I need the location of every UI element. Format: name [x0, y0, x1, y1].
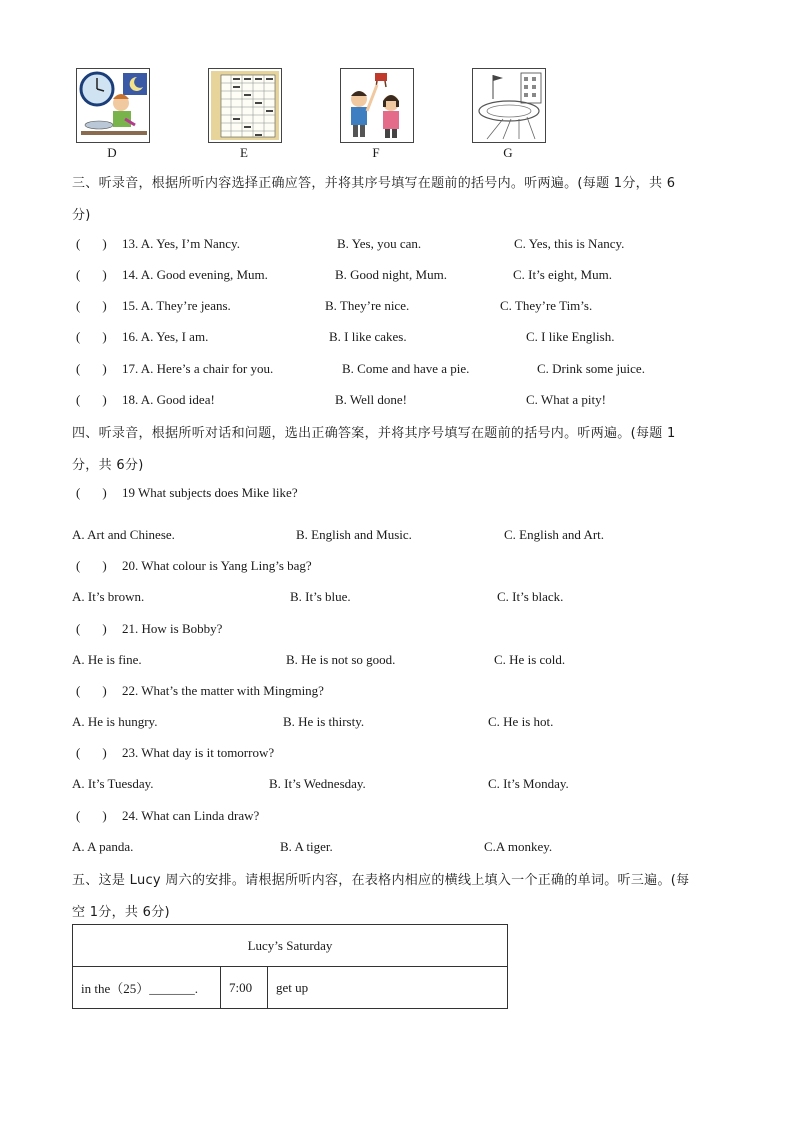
q21-option-a: A. He is fine. — [72, 652, 142, 667]
answer-bracket[interactable]: ( ) — [76, 485, 107, 500]
picture-d — [76, 68, 150, 143]
answer-bracket[interactable]: ( ) — [76, 298, 107, 313]
section3-heading: 三、听录音，根据所听内容选择正确应答，并将其序号填写在题前的括号内。听两遍。(每题 1分，共 6 — [72, 176, 676, 191]
playground-icon — [473, 69, 545, 142]
answer-bracket[interactable]: ( ) — [76, 392, 107, 407]
q13-option-b: B. Yes, you can. — [337, 236, 422, 251]
picture-label: E — [240, 145, 248, 160]
q22-option-a: A. He is hungry. — [72, 714, 158, 729]
q23-option-b: B. It’s Wednesday. — [269, 776, 366, 791]
section5-heading-cont: 空 1分，共 6分) — [72, 905, 170, 920]
q21-option-c: C. He is cold. — [494, 652, 566, 667]
q24-option-c: C.A monkey. — [484, 839, 553, 854]
answer-bracket[interactable]: ( ) — [76, 329, 107, 344]
q19-option-c: C. English and Art. — [504, 527, 605, 542]
q13-option-c: C. Yes, this is Nancy. — [514, 236, 625, 251]
q17-option-c: C. Drink some juice. — [537, 361, 645, 376]
q17-option-a: 17. A. Here’s a chair for you. — [122, 361, 274, 376]
q14-option-a: 14. A. Good evening, Mum. — [122, 267, 268, 282]
q24-question: 24. What can Linda draw? — [122, 808, 260, 823]
q15-option-a: 15. A. They’re jeans. — [122, 298, 231, 313]
clock-boy-eating-icon — [77, 69, 149, 142]
q22-question: 22. What’s the matter with Mingming? — [122, 683, 324, 698]
q23-question: 23. What day is it tomorrow? — [122, 745, 275, 760]
table-title: Lucy’s Saturday — [73, 925, 508, 967]
q14-option-b: B. Good night, Mum. — [335, 267, 447, 282]
two-children-chair-icon — [341, 69, 413, 142]
q13-option-a: 13. A. Yes, I’m Nancy. — [122, 236, 240, 251]
q22-option-c: C. He is hot. — [488, 714, 554, 729]
q21-question: 21. How is Bobby? — [122, 621, 223, 636]
q19-question: 19 What subjects does Mike like? — [122, 485, 298, 500]
q23-option-a: A. It’s Tuesday. — [72, 776, 154, 791]
q16-option-b: B. I like cakes. — [329, 329, 407, 344]
period-blank-cell[interactable]: in the（25）_______. — [73, 967, 221, 1009]
q19-option-b: B. English and Music. — [296, 527, 412, 542]
answer-bracket[interactable]: ( ) — [76, 683, 107, 698]
answer-bracket[interactable]: ( ) — [76, 808, 107, 823]
picture-e — [208, 68, 282, 143]
q17-option-b: B. Come and have a pie. — [342, 361, 470, 376]
q21-option-b: B. He is not so good. — [286, 652, 396, 667]
answer-bracket[interactable]: ( ) — [76, 558, 107, 573]
picture-f — [340, 68, 414, 143]
table-row — [73, 967, 508, 1009]
q20-option-b: B. It’s blue. — [290, 589, 351, 604]
q18-option-c: C. What a pity! — [526, 392, 606, 407]
section4-heading-cont: 分，共 6分) — [72, 458, 144, 473]
picture-label: F — [372, 145, 380, 160]
timetable-icon — [209, 69, 281, 142]
q16-option-a: 16. A. Yes, I am. — [122, 329, 209, 344]
activity-cell: get up — [268, 967, 508, 1009]
q24-option-a: A. A panda. — [72, 839, 134, 854]
answer-bracket[interactable]: ( ) — [76, 745, 107, 760]
picture-g — [472, 68, 546, 143]
picture-label: D — [107, 145, 117, 160]
q16-option-c: C. I like English. — [526, 329, 615, 344]
q14-option-c: C. It’s eight, Mum. — [513, 267, 612, 282]
answer-bracket[interactable]: ( ) — [76, 621, 107, 636]
q19-option-a: A. Art and Chinese. — [72, 527, 175, 542]
section3-heading-cont: 分) — [72, 208, 91, 223]
section5-heading: 五、这是 Lucy 周六的安排。请根据所听内容，在表格内相应的横线上填入一个正确的单词。听三遍。(每 — [72, 873, 690, 888]
q22-option-b: B. He is thirsty. — [283, 714, 365, 729]
answer-bracket[interactable]: ( ) — [76, 267, 107, 282]
schedule-table — [72, 924, 508, 1009]
answer-bracket[interactable]: ( ) — [76, 361, 107, 376]
answer-bracket[interactable]: ( ) — [76, 236, 107, 251]
q18-option-a: 18. A. Good idea! — [122, 392, 215, 407]
section4-heading: 四、听录音，根据所听对话和问题，选出正确答案，并将其序号填写在题前的括号内。听两遍。(每题 1 — [72, 426, 676, 441]
q15-option-c: C. They’re Tim’s. — [500, 298, 593, 313]
picture-label: G — [503, 145, 513, 160]
q23-option-c: C. It’s Monday. — [488, 776, 569, 791]
q20-option-c: C. It’s black. — [497, 589, 564, 604]
q18-option-b: B. Well done! — [335, 392, 408, 407]
q20-question: 20. What colour is Yang Ling’s bag? — [122, 558, 312, 573]
time-cell: 7:00 — [221, 967, 268, 1009]
q15-option-b: B. They’re nice. — [325, 298, 410, 313]
q24-option-b: B. A tiger. — [280, 839, 333, 854]
q20-option-a: A. It’s brown. — [72, 589, 145, 604]
